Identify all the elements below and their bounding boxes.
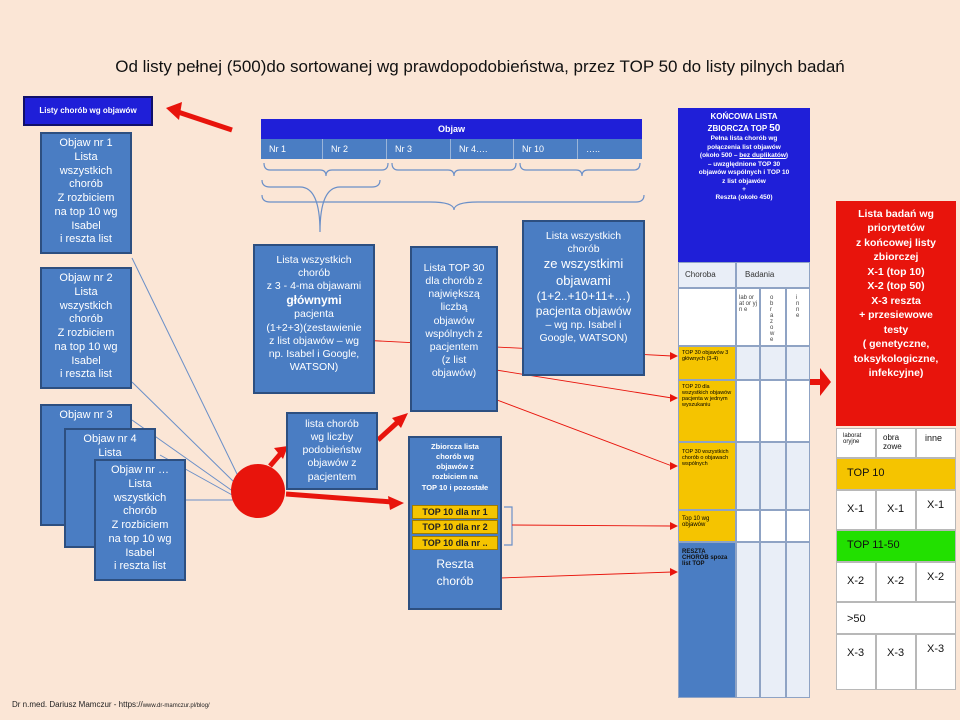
rt-cell: X-1 — [916, 490, 956, 530]
objaw-box-line: wszystkich — [59, 299, 113, 312]
objaw-box-line: chorób — [123, 505, 157, 518]
top10-item: TOP 10 dla nr 1 — [412, 505, 498, 519]
objaw-box-line: na top 10 wg — [108, 532, 172, 545]
final-row-label: RESZTA CHORÓB spoza list TOP — [678, 542, 736, 698]
box-line: lista chorób — [305, 418, 359, 430]
final-row — [678, 380, 810, 442]
final-subheaders — [678, 288, 810, 346]
box-line: (1+2..+10+11+…) — [536, 288, 631, 303]
objaw-box-line: na top 10 wg — [54, 340, 118, 353]
rt-cell: X-2 — [836, 562, 876, 602]
box-line: objawów z — [307, 457, 357, 470]
empty-cell — [760, 380, 786, 442]
empty-cell — [786, 380, 810, 442]
empty-cell — [736, 442, 760, 510]
box-line: podobieństw — [302, 444, 362, 457]
col-choroba: Choroba — [678, 262, 736, 288]
box-line: z 3 - 4-ma objawami — [266, 280, 362, 293]
objaw-box-line: Isabel — [71, 354, 101, 367]
rt-top10: TOP 10 — [836, 458, 956, 490]
objaw-box-line: Lista — [98, 446, 122, 459]
objaw-box-line: Lista — [128, 477, 152, 490]
box-line: rozbiciem na — [432, 472, 478, 482]
box-line: chorób — [297, 267, 331, 280]
box-top30 — [410, 246, 498, 412]
final-table-header — [678, 108, 810, 262]
objaw-box-line: Isabel — [71, 219, 101, 232]
listy-label: Listy chorób wg objawów — [39, 106, 137, 115]
box-line: objawów) — [431, 367, 477, 379]
footer-url[interactable]: www.dr-mamczur.pl/blog/ — [142, 703, 210, 709]
objaw-header: Objaw — [261, 119, 642, 139]
box-line: chorób — [567, 243, 600, 256]
objaw-box-line: Objaw nr 2 — [59, 272, 113, 284]
red-line: z końcowej listy — [856, 236, 936, 249]
reszta-line: chorób — [436, 573, 474, 588]
footer — [12, 700, 210, 709]
top10-item: TOP 10 dla nr 2 — [412, 520, 498, 534]
objaw-box-line: Z rozbiciem — [57, 327, 115, 339]
box-line: np. Isabel i Google, — [268, 347, 360, 360]
box-line: objawów — [433, 314, 475, 327]
final-h: objawów wspólnych i TOP 10 — [698, 169, 790, 177]
empty-cell — [786, 542, 810, 698]
rt-cell: X-3 — [836, 634, 876, 690]
objaw-box-line: na top 10 wg — [54, 205, 118, 218]
red-line: toksykologiczne, — [853, 352, 939, 365]
box-line: (1+2+3)(zestawienie — [266, 321, 362, 334]
final-row-label: TOP 30 wszystkich chorób o objawach wspólnych — [678, 442, 736, 510]
objaw-box-line: chorób — [69, 178, 103, 191]
objaw-box-line: Objaw nr 4 — [83, 433, 137, 445]
box-line: pacjenta objawów — [535, 303, 632, 318]
box-line: Zbiorcza lista — [431, 442, 479, 451]
red-line: priorytetów — [867, 222, 925, 235]
sub-inne: i n n e — [786, 288, 810, 346]
final-h: 50 — [769, 123, 781, 135]
red-line: infekcyjne) — [868, 367, 924, 380]
box-line: Lista TOP 30 — [423, 262, 485, 274]
sub-lab: lab or at or yj n e — [736, 288, 760, 346]
final-h: – uwzględnione TOP 30 — [707, 160, 781, 168]
box-line: objawów z — [436, 462, 474, 472]
rt-cell: X-3 — [916, 634, 956, 690]
box-glowne — [253, 244, 375, 394]
empty-cell — [736, 380, 760, 442]
final-row — [678, 442, 810, 510]
empty-cell — [760, 510, 786, 542]
rt-cell: X-3 — [876, 634, 916, 690]
rt-head-inne: inne — [916, 428, 956, 458]
objaw-box-line: chorób — [69, 313, 103, 326]
box-line-emph: objawami — [556, 272, 611, 288]
box-line: TOP 10 i pozostałe — [421, 482, 489, 492]
objaw-box-line: i reszta list — [60, 368, 112, 381]
objaw-box-n — [94, 459, 186, 581]
objaw-box-line: Z rozbiciem — [57, 192, 115, 204]
col-badania: Badania — [736, 262, 810, 288]
final-h: Pełna lista chorób wg — [710, 135, 778, 143]
final-colheaders — [678, 262, 810, 288]
box-line: Lista wszystkich — [545, 230, 622, 242]
box-line: – wg np. Isabel i — [545, 318, 622, 331]
box-line: z list objawów – wg — [269, 334, 359, 347]
final-h: połączenia list objawów — [707, 143, 781, 151]
box-line: dla chorób z — [425, 275, 483, 288]
final-row — [678, 542, 810, 698]
objaw-box-line: Lista — [74, 150, 98, 163]
objaw-cell: Nr 10 — [514, 139, 578, 159]
rt-head-lab: laborat oryjne — [836, 428, 876, 458]
red-line: zbiorczej — [873, 251, 919, 264]
objaw-cell: Nr 3 — [387, 139, 451, 159]
objaw-box-1 — [40, 132, 132, 254]
top10-item: TOP 10 dla nr .. — [412, 536, 498, 550]
red-line: X-2 (top 50) — [867, 280, 925, 293]
final-h: bez duplikatów — [739, 152, 786, 160]
objaw-box-line: Lista — [74, 285, 98, 298]
objaw-box-line: i reszta list — [114, 560, 166, 573]
final-row-label: Top 10 wg objawów — [678, 510, 736, 542]
empty-cell — [736, 510, 760, 542]
box-line: WATSON) — [289, 360, 339, 373]
rt-cell: X-1 — [836, 490, 876, 530]
objaw-cell: ….. — [578, 139, 642, 159]
red-line: ( genetyczne, — [862, 338, 930, 351]
box-line-emph: głównymi — [286, 293, 342, 308]
final-h: z list objawów — [722, 177, 766, 185]
final-h: (około 500 – — [699, 152, 740, 160]
sub-obraz: o b r a z o w e — [760, 288, 786, 346]
box-line: wspólnych z — [425, 327, 483, 340]
footer-text: Dr n.med. Dariusz Mamczur - https:// — [12, 700, 143, 709]
empty-cell — [678, 288, 736, 346]
reszta-line: Reszta — [436, 557, 474, 571]
objaw-box-line: Objaw nr 3 — [59, 409, 113, 421]
objaw-box-line: Objaw nr … — [110, 464, 170, 476]
empty-cell — [786, 346, 810, 380]
empty-cell — [760, 542, 786, 698]
objaw-box-line: Objaw nr 1 — [59, 137, 113, 149]
red-line: X-3 reszta — [871, 294, 921, 307]
box-line: pacjentem — [307, 470, 357, 483]
box-podobienstw — [286, 412, 378, 490]
page-title: Od listy pełnej (500)do sortowanej wg prawdopodobieństwa, przez TOP 50 do listy pilnych badań — [115, 57, 845, 76]
objaw-box-line: Isabel — [125, 546, 155, 559]
objaw-box-line: Z rozbiciem — [111, 519, 169, 531]
box-line: wg liczby — [310, 431, 354, 444]
final-h: + — [742, 186, 746, 194]
final-row — [678, 346, 810, 380]
objaw-box-line: wszystkich — [113, 491, 167, 504]
box-wszystkimi — [522, 220, 645, 376]
red-line: + przesiewowe — [859, 309, 933, 322]
rt-head-obraz: obra zowe — [876, 428, 916, 458]
objaw-cell: Nr 2 — [323, 139, 387, 159]
right-table — [836, 428, 956, 690]
hub-circle — [231, 464, 285, 518]
final-h: KOŃCOWA LISTA — [710, 112, 778, 121]
final-h: Reszta (około 450) — [715, 194, 773, 202]
box-line: Lista wszystkich — [276, 254, 352, 266]
rt-gt50: >50 — [836, 602, 956, 634]
objaw-box-line: i reszta list — [60, 233, 112, 246]
final-row-label: TOP 30 objawów 3 głównych (3-4) — [678, 346, 736, 380]
red-line: Lista badań wg — [858, 208, 934, 220]
box-line: największą — [428, 288, 480, 301]
box-line: Google, WATSON) — [539, 331, 628, 344]
red-line: testy — [883, 323, 909, 336]
rt-cell: X-1 — [876, 490, 916, 530]
empty-cell — [760, 346, 786, 380]
reszta-label — [408, 556, 502, 590]
box-line: liczbą — [440, 301, 468, 314]
empty-cell — [786, 510, 810, 542]
objaw-box-line: wszystkich — [59, 164, 113, 177]
box-line: chorób wg — [436, 452, 474, 462]
objaw-cell: Nr 1 — [261, 139, 323, 159]
rt-top1150: TOP 11-50 — [836, 530, 956, 562]
empty-cell — [786, 442, 810, 510]
final-h: ZBIORCZA TOP — [707, 124, 770, 134]
rt-cell: X-2 — [916, 562, 956, 602]
box-line: pacjenta — [294, 308, 334, 321]
empty-cell — [736, 542, 760, 698]
box-line-emph: ze wszystkimi — [543, 256, 624, 272]
objaw-box-2 — [40, 267, 132, 389]
empty-cell — [736, 346, 760, 380]
rt-cell: X-2 — [876, 562, 916, 602]
final-row-label: TOP 20 dla wszystkich objawów pacjenta w jednym wyszukaniu — [678, 380, 736, 442]
final-h: ) — [785, 152, 789, 160]
box-line: (z list — [441, 353, 467, 366]
box-line: pacjentem — [429, 340, 479, 353]
red-line: X-1 (top 10) — [867, 265, 925, 278]
empty-cell — [760, 442, 786, 510]
red-priority-box — [836, 201, 956, 426]
final-row — [678, 510, 810, 542]
objaw-cell: Nr 4…. — [451, 139, 514, 159]
